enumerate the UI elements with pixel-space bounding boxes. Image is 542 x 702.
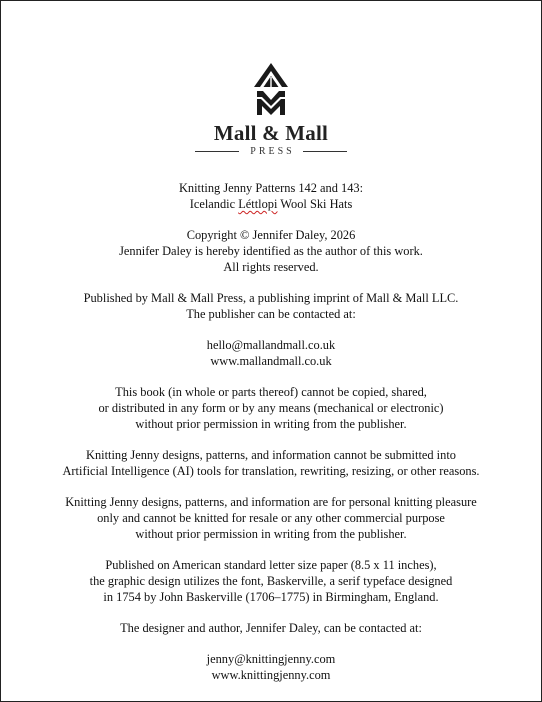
personal-use-line-3: without prior permission in writing from the publisher.: [135, 527, 407, 541]
paper-info-line-3: in 1754 by John Baskerville (1706–1775) in Birmingham, England.: [103, 590, 439, 604]
brand-name: Mall & Mall: [213, 121, 329, 145]
paper-info-block: [1, 557, 541, 605]
ai-restriction-line-2: Artificial Intelligence (AI) tools for translation, rewriting, resizing, or other reasons.: [62, 464, 480, 478]
rights-reserved-line: All rights reserved.: [223, 260, 319, 274]
book-title-line-2: Icelandic Léttlopi Wool Ski Hats: [189, 197, 353, 211]
personal-use-block: [1, 494, 541, 542]
copy-restriction-line-2: or distributed in any form or by any means (mechanical or electronic): [98, 401, 444, 415]
copyright-line: Copyright © Jennifer Daley, 2026: [186, 228, 356, 242]
copy-restriction-block: [1, 384, 541, 432]
press-subtitle-row: [1, 144, 541, 158]
ai-restriction-block: [1, 447, 541, 479]
book-title-block: [1, 180, 541, 212]
publisher-contact-block: [1, 337, 541, 369]
designer-block: [1, 620, 541, 636]
publisher-contact-intro: The publisher can be contacted at:: [186, 307, 356, 321]
paper-info-line-1: Published on American standard letter size paper (8.5 x 11 inches),: [105, 558, 437, 572]
publisher-block: [1, 290, 541, 322]
publisher-logo: [1, 63, 541, 115]
publisher-email: hello@mallandmall.co.uk: [206, 338, 336, 352]
ai-restriction-line-1: Knitting Jenny designs, patterns, and information cannot be submitted into: [86, 448, 456, 462]
publisher-line: Published by Mall & Mall Press, a publishing imprint of Mall & Mall LLC.: [83, 291, 459, 305]
book-title-line-1: Knitting Jenny Patterns 142 and 143:: [178, 181, 364, 195]
designer-email: jenny@knittingjenny.com: [206, 652, 336, 666]
copyright-text: [1, 180, 541, 698]
right-rule: [303, 151, 347, 152]
designer-contact-block: [1, 651, 541, 683]
publisher-website: www.mallandmall.co.uk: [210, 354, 332, 368]
spellcheck-flagged-word: Léttlopi: [238, 197, 278, 211]
designer-contact-intro: The designer and author, Jennifer Daley, can be contacted at:: [120, 621, 422, 635]
paper-info-line-2: the graphic design utilizes the font, Baskerville, a serif typeface designed: [89, 574, 453, 588]
copyright-block: [1, 227, 541, 275]
personal-use-line-2: only and cannot be knitted for resale or any other commercial purpose: [97, 511, 445, 525]
left-rule: [195, 151, 239, 152]
designer-website: www.knittingjenny.com: [211, 668, 331, 682]
author-identification-line: Jennifer Daley is hereby identified as the author of this work.: [119, 244, 423, 258]
personal-use-line-1: Knitting Jenny designs, patterns, and information are for personal knitting pleasure: [65, 495, 477, 509]
copy-restriction-line-3: without prior permission in writing from the publisher.: [135, 417, 407, 431]
copy-restriction-line-1: This book (in whole or parts thereof) cannot be copied, shared,: [115, 385, 427, 399]
pen-nib-mm-monogram-icon: [1, 63, 541, 115]
press-label: PRESS: [250, 145, 295, 157]
